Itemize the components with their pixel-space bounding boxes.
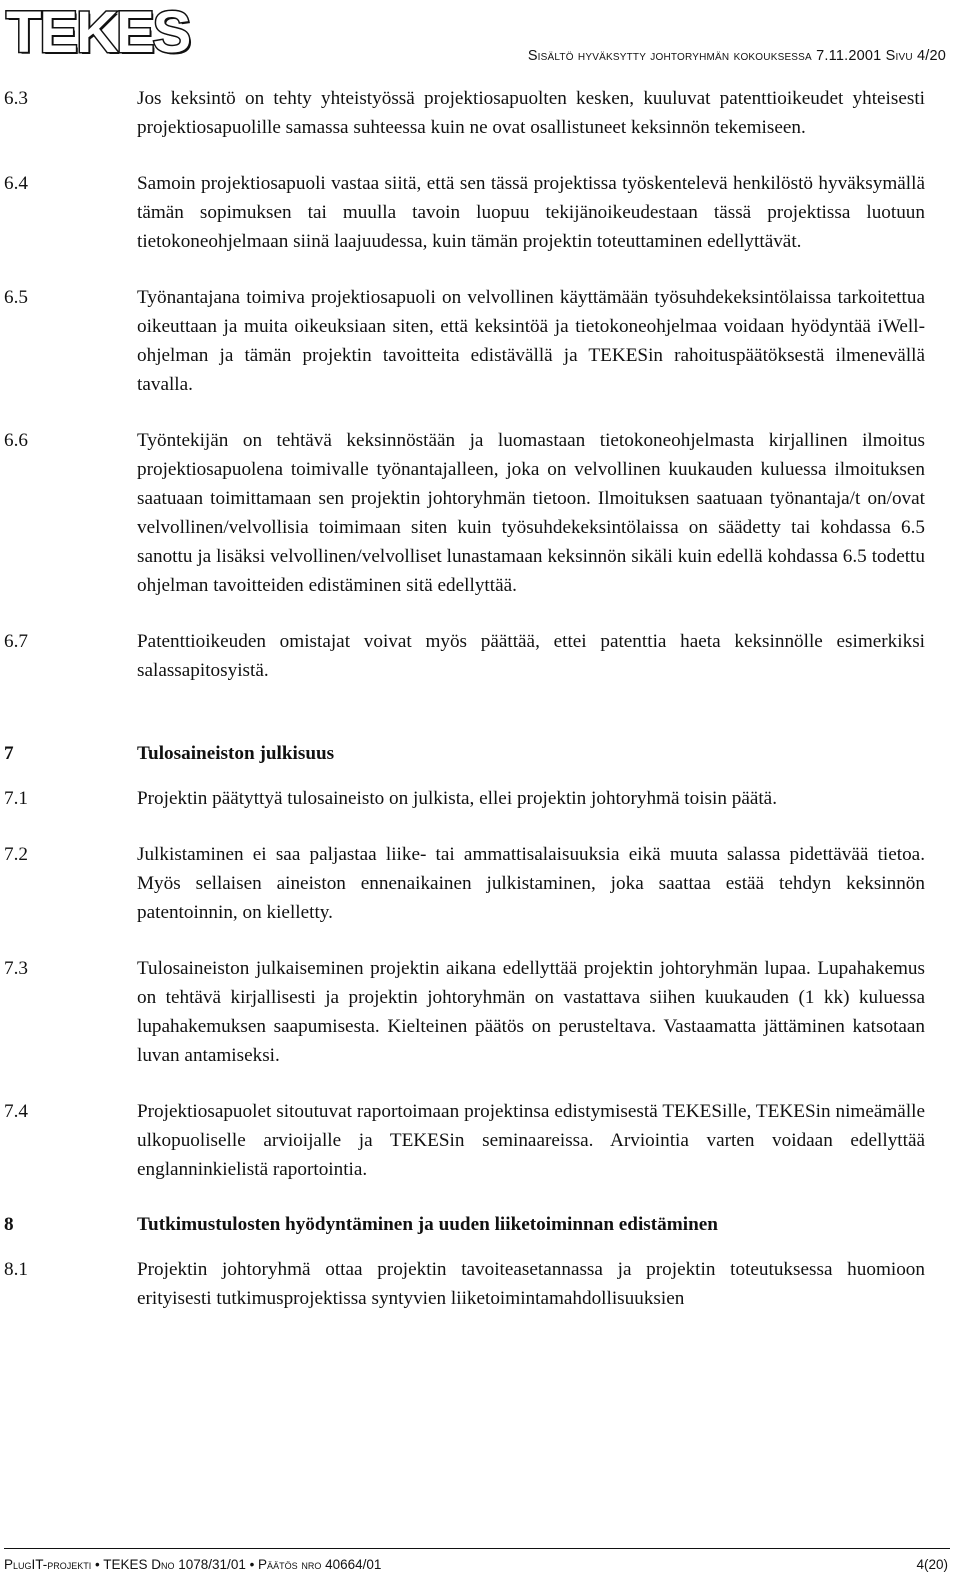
clause-6-6 (0, 426, 950, 600)
clause-6-5 (0, 283, 950, 399)
clause-number: 6.7 (4, 631, 28, 652)
clause-text: Työnantajana toimiva projektiosapuoli on velvollinen käyttämään työsuhdekeksintölaissa tarkoitettua oikeuttaan ja muita oikeuksiaan siten, että keksintöä ja tietokoneohjelmaa voidaan hyödyntää iWell-ohjelman ja tämän projektin tavoitteita edistävällä ja TEKESin rahoituspäätöksestä ilmenevällä tavalla. (137, 287, 925, 395)
document-body (0, 84, 950, 1313)
section-title: Tulosaineiston julkisuus (137, 743, 335, 764)
clause-text: Jos keksintö on tehty yhteistyössä projektiosapuolten kesken, kuuluvat patenttioikeudet yhteisesti projektiosapuolille samassa suhteessa kuin ne ovat osallistuneet keksinnön tekemiseen. (137, 88, 925, 138)
footer-page-number: 4(20) (916, 1557, 948, 1572)
clause-8-1 (0, 1255, 950, 1313)
clause-number: 6.6 (4, 430, 28, 451)
clause-text: Patenttioikeuden omistajat voivat myös päättää, ettei patenttia haeta keksinnölle esimerkiksi salassapitosyistä. (137, 631, 925, 681)
clause-6-3 (0, 84, 950, 142)
section-number: 7 (4, 743, 14, 764)
clause-text: Samoin projektiosapuoli vastaa siitä, että sen tässä projektissa työskentelevä henkilöstö hyväksymällä tämän sopimuksen tai muulla tavoin luopuu tekijänoikeudestaan tässä projektissa luotuun tietokoneohjelmaan siinä laajuudessa, kuin tämän projektin toteuttaminen edellyttävät. (137, 173, 925, 252)
clause-7-2 (0, 840, 950, 927)
section-8-heading (0, 1210, 950, 1239)
clause-number: 7.2 (4, 844, 28, 865)
section-title: Tutkimustulosten hyödyntäminen ja uuden liiketoiminnan edistäminen (137, 1214, 718, 1235)
clause-number: 8.1 (4, 1259, 28, 1280)
clause-number: 6.3 (4, 88, 28, 109)
clause-text: Projektin päätyttyä tulosaineisto on julkista, ellei projektin johtoryhmä toisin päätä. (137, 788, 777, 809)
footer-divider (4, 1548, 950, 1549)
clause-number: 6.5 (4, 287, 28, 308)
clause-text: Tulosaineiston julkaiseminen projektin aikana edellyttää projektin johtoryhmän lupaa. Lupahakemus on tehtävä kirjallisesti ja projektin johtoryhmän on vastattava siihen kuukauden (1 kk) kuluessa lupahakemuksen saapumisesta. Kielteinen päätös on perusteltava. Vastaamatta jättäminen katsotaan luvan antamiseksi. (137, 958, 925, 1066)
section-7-heading (0, 739, 950, 768)
clause-7-3 (0, 954, 950, 1070)
clause-7-4 (0, 1097, 950, 1184)
clause-number: 7.1 (4, 788, 28, 809)
clause-7-1 (0, 784, 950, 813)
clause-6-7 (0, 627, 950, 685)
clause-text: Projektin johtoryhmä ottaa projektin tavoiteasetannassa ja projektin toteutuksessa huomioon erityisesti tutkimusprojektissa syntyvien liiketoimintamahdollisuuksien (137, 1259, 925, 1309)
clause-text: Projektiosapuolet sitoutuvat raportoimaan projektinsa edistymisestä TEKESille, TEKESin nimeämälle ulkopuoliselle arvioijalle ja TEKESin seminaareissa. Arviointia varten voidaan edellyttää englanninkielistä raportointia. (137, 1101, 925, 1180)
clause-number: 7.4 (4, 1101, 28, 1122)
footer-reference: PlugIT-projekti • TEKES Dno 1078/31/01 • Päätös nro 40664/01 (4, 1557, 382, 1572)
tekes-logo: TEKES (6, 0, 190, 65)
section-number: 8 (4, 1214, 14, 1235)
header-meta: Sisältö hyväksytty johtoryhmän kokouksessa 7.11.2001 Sivu 4/20 (527, 48, 946, 64)
clause-number: 7.3 (4, 958, 28, 979)
clause-number: 6.4 (4, 173, 28, 194)
clause-6-4 (0, 169, 950, 256)
clause-text: Työntekijän on tehtävä keksinnöstään ja luomastaan tietokoneohjelmasta kirjallinen ilmoitus projektiosapuolena toimivalle työnantajalleen, joka on velvollinen kuukauden kuluessa ilmoituksen saatuaan toimittamaan sen projektin johtoryhmän tietoon. Ilmoituksen saatuaan työnantaja/t on/ovat velvollinen/velvollisia toimimaan siten kuin työsuhdekeksintölaissa on säädetty tai kohdassa 6.5 sanottu ja lisäksi velvollinen/velvolliset lunastamaan keksinnön sikäli kuin edellä kohdassa 6.5 todettu ohjelman tavoitteiden edistäminen sitä edellyttää. (137, 430, 925, 596)
clause-text: Julkistaminen ei saa paljastaa liike- tai ammattisalaisuuksia eikä muuta salassa pidettävää tietoa. Myös sellaisen aineiston ennenaikainen julkistaminen, joka saattaa estää tehdyn keksinnön patentoinnin, on kielletty. (137, 844, 925, 923)
